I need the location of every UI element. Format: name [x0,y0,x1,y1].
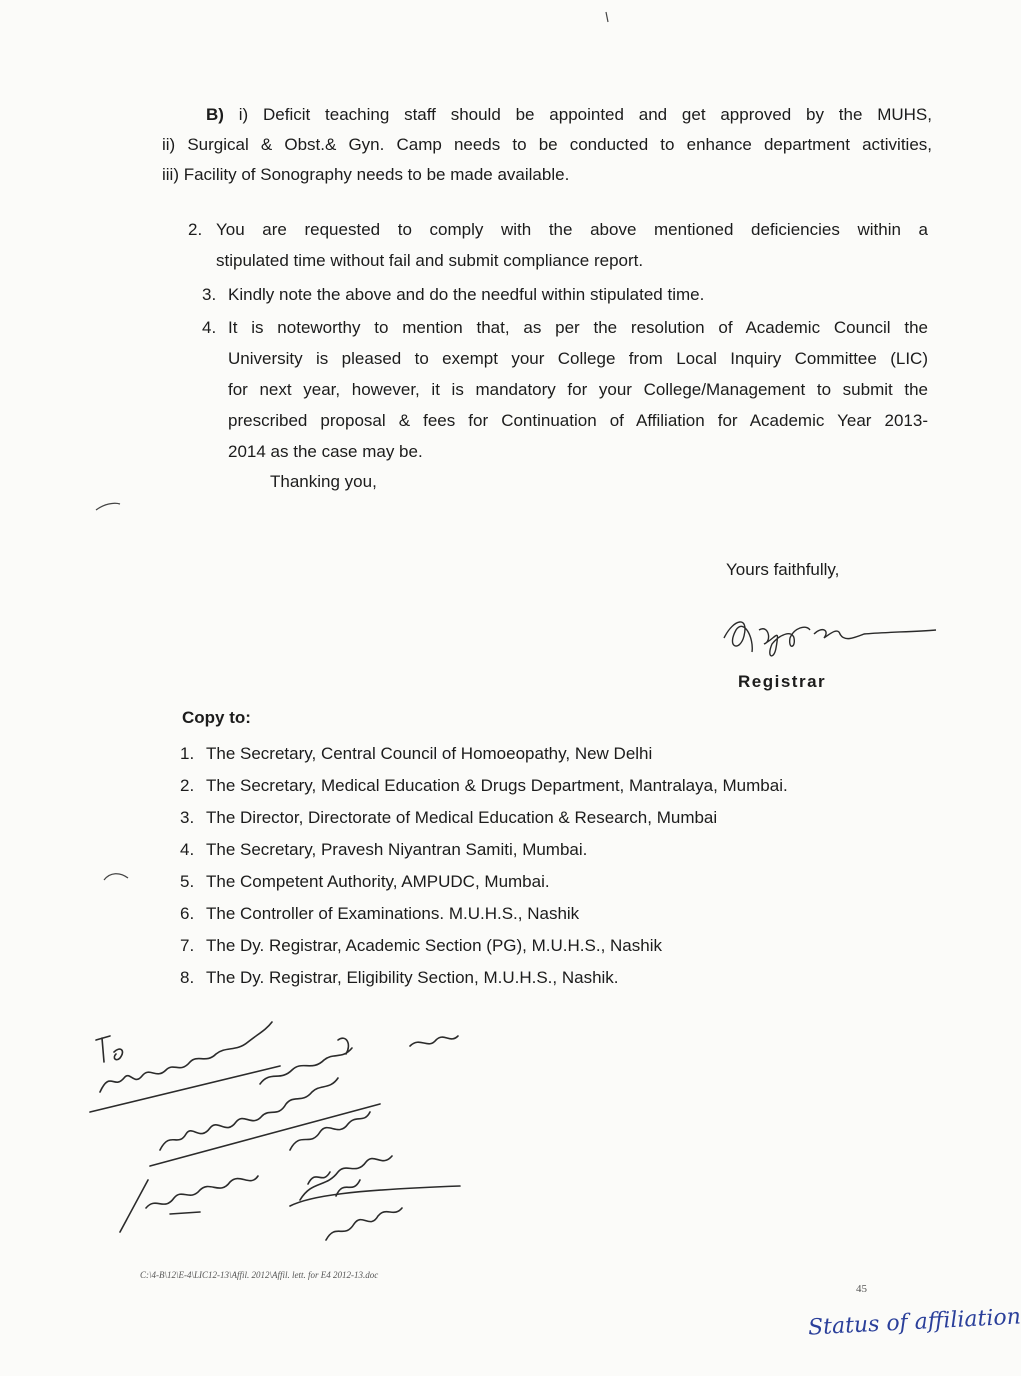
section-b-label: B) [206,105,224,124]
handwritten-status-note: Status of affiliation [807,1304,1021,1341]
point-3-line-1: Kindly note the above and do the needful within stipulated time. [228,285,705,304]
registrar-title: Registrar [738,672,827,691]
point-4-line-3: for next year, however, it is mandatory for your College/Management to submit the [228,380,928,399]
point-number: 4. [202,318,217,337]
page-number: 45 [856,1283,867,1295]
copy-item-text: The Competent Authority, AMPUDC, Mumbai. [206,872,550,891]
point-number: 2. [188,220,203,239]
copy-item-text: The Controller of Examinations. M.U.H.S., Nashik [206,904,580,923]
section-b-line-2: ii) Surgical & Obst.& Gyn. Camp needs to be conducted to enhance department activities, [162,135,932,154]
point-4-line-2: University is pleased to exempt your College from Local Inquiry Committee (LIC) [228,349,928,368]
point-4-line-5: 2014 as the case may be. [228,442,423,461]
copy-item-number: 3. [180,808,195,827]
copy-item-number: 7. [180,936,195,955]
copy-item-text: The Secretary, Medical Education & Drugs Department, Mantralaya, Mumbai. [206,776,788,795]
copy-item-text: The Dy. Registrar, Eligibility Section, M.U.H.S., Nashik. [206,968,619,987]
copy-item-number: 4. [180,840,195,859]
file-path-footer: C:\4-B\12\E-4\LIC12-13\Affil. 2012\Affil. lett. for E4 2012-13.doc [140,1270,379,1280]
point-2-line-2: stipulated time without fail and submit compliance report. [216,251,644,270]
point-number: 3. [202,285,217,304]
copy-item-text: The Secretary, Central Council of Homoeopathy, New Delhi [206,744,653,763]
point-4-line-1: It is noteworthy to mention that, as per the resolution of Academic Council the [228,318,928,337]
copy-item-text: The Secretary, Pravesh Niyantran Samiti, Mumbai. [206,840,588,859]
point-4-line-4: prescribed proposal & fees for Continuation of Affiliation for Academic Year 2013- [228,411,928,430]
section-b-line-3: iii) Facility of Sonography needs to be made available. [162,165,570,184]
thanking-you: Thanking you, [270,472,377,491]
copy-item-text: The Dy. Registrar, Academic Section (PG), M.U.H.S., Nashik [206,936,662,955]
copy-item-number: 5. [180,872,195,891]
copy-item-number: 2. [180,776,195,795]
section-b-text-1: i) Deficit teaching staff should be appointed and get approved by the MUHS, [238,105,932,124]
copy-item-text: The Director, Directorate of Medical Education & Research, Mumbai [206,808,718,827]
yours-faithfully: Yours faithfully, [726,560,840,579]
point-2-line-1: You are requested to comply with the above mentioned deficiencies within a [216,220,928,239]
copy-item-number: 8. [180,968,195,987]
copy-to-heading: Copy to: [182,708,251,727]
copy-item-number: 1. [180,744,195,763]
copy-item-number: 6. [180,904,195,923]
